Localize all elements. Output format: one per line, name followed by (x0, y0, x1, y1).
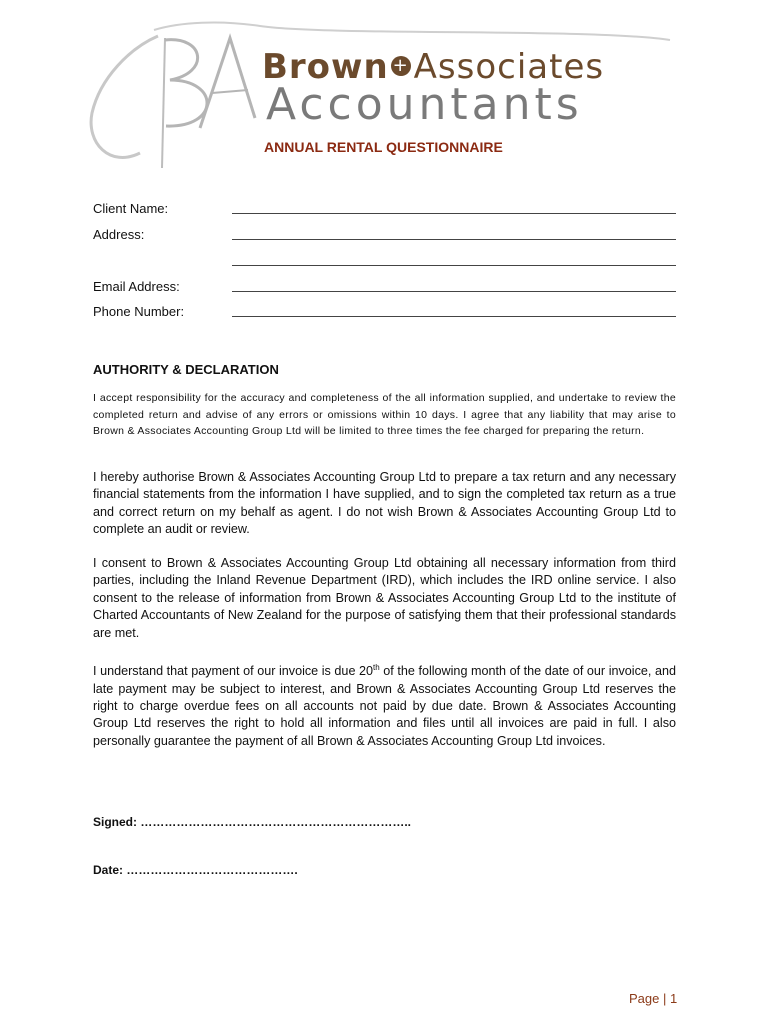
signed-line[interactable]: Signed: ………………………………………………………….. (93, 815, 411, 829)
email-label: Email Address: (93, 279, 180, 294)
document-title: ANNUAL RENTAL QUESTIONNAIRE (264, 139, 503, 155)
brand-brown-word: Brown (262, 47, 389, 87)
phone-line[interactable] (232, 316, 676, 317)
brand-accountants-word: Accountants (266, 79, 583, 130)
client-name-label: Client Name: (93, 201, 169, 216)
address-line-1[interactable] (232, 239, 676, 240)
phone-label: Phone Number: (93, 304, 185, 319)
client-name-line[interactable] (232, 213, 676, 214)
logo-monogram: BA (220, 128, 235, 139)
email-line[interactable] (232, 291, 676, 292)
declaration-paragraph-2: I hereby authorise Brown & Associates Accounting Group Ltd to prepare a tax return and any necessary financial statements from the information I have supplied, and to sign the completed tax return as a true and correct return on my behalf as agent. I do not wish Brown & Associates Accounting Group Ltd to complete an audit or review. (93, 470, 676, 537)
invoice-text-before: I understand that payment of our invoice is due 20 (93, 664, 374, 679)
address-label: Address: (93, 227, 145, 242)
declaration-paragraph-3: I consent to Brown & Associates Accounting Group Ltd obtaining all necessary information from third parties, including the Inland Revenue Department (IRD), which includes the IRD online service. I also consent to the release of information from Brown & Associates Accounting Group Ltd to the institute of Charted Accountants of New Zealand for the purpose of satisfying them that their professional standards are met. (93, 556, 676, 640)
invoice-text-superscript: th (373, 663, 380, 672)
invoice-text-after: of the following month of the date of our invoice, and late payment may be subject to interest, and Brown & Associates Accounting Group Ltd reserves the right to charge overdue fees on all accounts not paid by due date. Brown & Associates Accounting Group Ltd reserves the right to hold all information and files until all invoices are paid in full. I also personally guarantee the payment of all Brown & Associates Accounting Group Ltd invoices. (93, 664, 676, 748)
brand-associates-word: Associates (413, 47, 605, 87)
declaration-paragraph-1: I accept responsibility for the accuracy and completeness of the all information supplied, and undertake to review the completed return and advise of any errors or omissions within 10 days. I agree that any liability that may arise to Brown & Associates Accounting Group Ltd will be limited to three times the fee charged for preparing the return. (93, 392, 676, 438)
plus-icon: + (392, 54, 409, 76)
address-line-2[interactable] (232, 265, 676, 266)
declaration-paragraph-4 (93, 659, 676, 750)
section-heading: AUTHORITY & DECLARATION (93, 362, 279, 377)
page-number: Page | 1 (629, 991, 678, 1006)
date-line[interactable]: Date: ……………………………………. (93, 863, 298, 877)
